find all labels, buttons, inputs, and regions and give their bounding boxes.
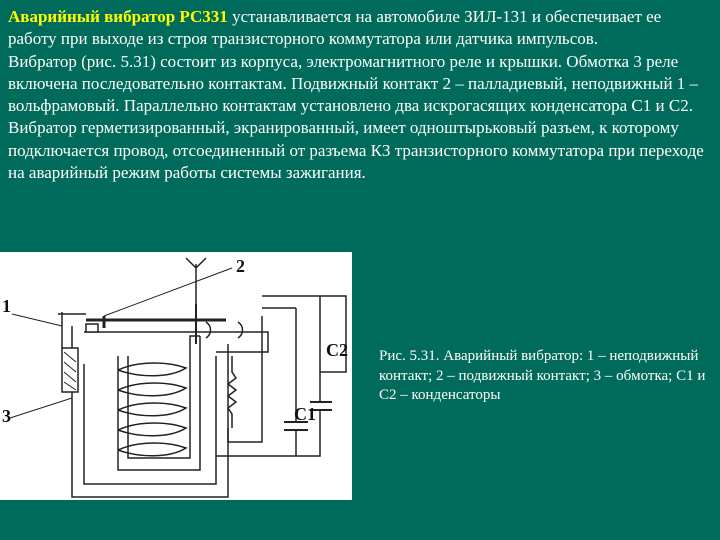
description-text — [8, 6, 712, 184]
housing-outline — [72, 326, 228, 497]
vibrator-diagram — [0, 252, 352, 500]
intro-paragraph — [8, 6, 712, 51]
label-3: 3 — [2, 406, 11, 426]
figure-caption: Рис. 5.31. Аварийный вибратор: 1 – неподвижный контакт; 2 – подвижный контакт; 3 – обмотка; С1 и С2 – конденсаторы — [379, 348, 706, 403]
body-paragraph: Вибратор (рис. 5.31) состоит из корпуса, электромагнитного реле и крышки. Обмотка 3 реле включена последовательно контактам. Подвижный контакт 2 – палладиевый, неподвижный 1 – вольфрамовый. Параллельно контактам установлено два искрогасящих конденсатора С1 и С2. Вибратор герметизированный, экранированный, имеет одноштырьковый разъем, к которому подключается провод, отсоединенный от разъема КЗ транзисторного коммутатора при переходе на аварийный режим работы системы зажигания. — [8, 51, 704, 183]
spring — [228, 356, 236, 428]
intro-text: устанавливается на автомобиле ЗИЛ-131 и обеспечивает ее работу при выходе из строя транзисторного коммутатора или датчика импульсов. — [8, 7, 662, 49]
label-2: 2 — [236, 256, 245, 276]
label-c1: С1 — [294, 404, 316, 424]
label-c2: С2 — [326, 340, 348, 360]
device-title: Аварийный вибратор РС331 — [8, 7, 228, 26]
vibrator-schematic — [0, 252, 352, 500]
label-1: 1 — [2, 296, 11, 316]
